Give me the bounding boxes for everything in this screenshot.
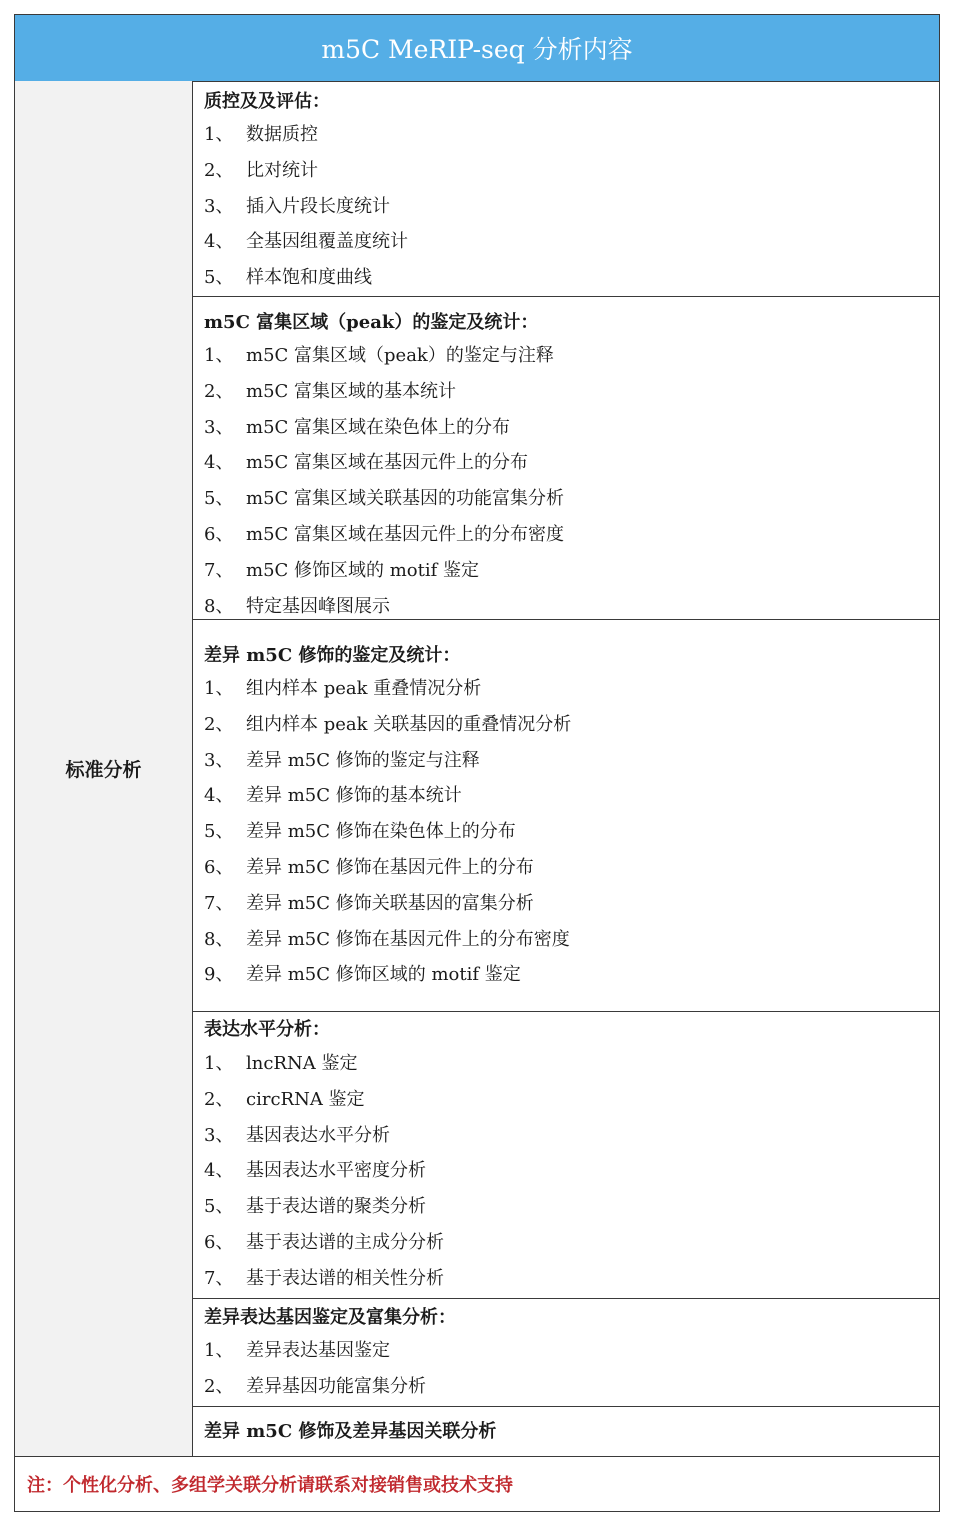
- item-text: 比对统计: [246, 159, 318, 181]
- list-item: [204, 450, 528, 476]
- category-label: 标准分析: [65, 759, 142, 781]
- list-item: [204, 712, 571, 738]
- list-item: [204, 855, 534, 881]
- item-text: m5C 富集区域在基因元件上的分布: [246, 452, 529, 474]
- list-item: [204, 1123, 390, 1149]
- list-item: [204, 486, 564, 512]
- list-item: [204, 229, 408, 255]
- item-number: 6、: [204, 857, 234, 878]
- content-column: [192, 81, 939, 1456]
- item-number: 1、: [204, 345, 234, 366]
- list-item: [204, 158, 318, 184]
- list-item: [204, 891, 534, 917]
- list-item: [204, 415, 510, 441]
- item-text: 组内样本 peak 重叠情况分析: [246, 678, 482, 699]
- list-item: [204, 343, 554, 369]
- list-item: [204, 594, 390, 620]
- item-number: 4、: [204, 785, 234, 807]
- item-text: 组内样本 peak 关联基因的重叠情况分析: [246, 713, 572, 735]
- list-item: [204, 819, 516, 845]
- item-number: 4、: [204, 231, 234, 253]
- item-number: 4、: [204, 1160, 234, 1182]
- item-number: 2、: [204, 1375, 234, 1397]
- item-text: circRNA 鉴定: [246, 1088, 365, 1110]
- item-text: 样本饱和度曲线: [246, 267, 372, 289]
- section-title: 表达水平分析：: [204, 1019, 330, 1040]
- footer-note-text: 注：个性化分析、多组学关联分析请联系对接销售或技术支持: [27, 1475, 513, 1496]
- item-number: 1、: [204, 124, 234, 145]
- item-number: 2、: [204, 159, 234, 181]
- item-text: m5C 富集区域的基本统计: [246, 380, 457, 402]
- list-item: [204, 379, 456, 405]
- section-4: [192, 1012, 939, 1299]
- item-number: 2、: [204, 713, 234, 735]
- item-text: 差异 m5C 修饰区域的 motif 鉴定: [246, 964, 521, 986]
- list-item: [204, 1158, 426, 1184]
- item-text: m5C 富集区域（peak）的鉴定与注释: [246, 345, 554, 366]
- item-number: 3、: [204, 1124, 234, 1146]
- section-5: [192, 1299, 939, 1407]
- item-number: 7、: [204, 559, 234, 581]
- item-number: 5、: [204, 488, 234, 510]
- list-item: [204, 1194, 426, 1220]
- item-number: 4、: [204, 452, 234, 474]
- item-number: 8、: [204, 595, 234, 617]
- list-item: [204, 1338, 390, 1364]
- table-title: m5C MeRIP-seq 分析内容: [321, 35, 633, 64]
- list-item: [204, 122, 318, 148]
- item-number: 5、: [204, 1196, 234, 1218]
- item-text: 差异 m5C 修饰的基本统计: [246, 785, 462, 807]
- list-item: [204, 522, 564, 548]
- list-item: [204, 962, 521, 988]
- section-2: [192, 297, 939, 620]
- item-number: 2、: [204, 1088, 234, 1110]
- item-text: lncRNA 鉴定: [246, 1053, 358, 1074]
- item-text: 差异基因功能富集分析: [246, 1375, 426, 1397]
- footer-note: [15, 1456, 939, 1511]
- list-item: [204, 265, 372, 291]
- section-title: 差异 m5C 修饰及差异基因关联分析: [204, 1421, 497, 1442]
- item-text: 数据质控: [246, 124, 318, 145]
- item-text: 差异 m5C 修饰在基因元件上的分布: [246, 857, 534, 878]
- item-number: 3、: [204, 416, 234, 438]
- list-item: [204, 558, 479, 584]
- list-item: [204, 1230, 444, 1256]
- section-title: m5C 富集区域（peak）的鉴定及统计：: [204, 312, 539, 333]
- list-item: [204, 1374, 426, 1400]
- item-number: 9、: [204, 964, 234, 986]
- item-text: 差异 m5C 修饰在基因元件上的分布密度: [246, 928, 570, 950]
- item-text: 插入片段长度统计: [246, 195, 390, 217]
- item-number: 1、: [204, 1340, 234, 1361]
- section-title: 差异 m5C 修饰的鉴定及统计：: [204, 645, 461, 666]
- item-text: m5C 修饰区域的 motif 鉴定: [246, 559, 480, 581]
- list-item: [204, 748, 480, 774]
- section-title: 差异表达基因鉴定及富集分析：: [204, 1307, 456, 1328]
- item-number: 2、: [204, 380, 234, 402]
- item-text: 基于表达谱的聚类分析: [246, 1196, 426, 1218]
- item-text: 差异表达基因鉴定: [246, 1340, 390, 1361]
- item-text: 差异 m5C 修饰在染色体上的分布: [246, 821, 516, 843]
- item-number: 7、: [204, 892, 234, 914]
- list-item: [204, 927, 570, 953]
- item-number: 5、: [204, 821, 234, 843]
- section-3: [192, 620, 939, 1012]
- item-number: 5、: [204, 267, 234, 289]
- table-header: [15, 15, 939, 82]
- section-1: [192, 81, 939, 297]
- list-item: [204, 1087, 365, 1113]
- item-number: 3、: [204, 749, 234, 771]
- item-number: 1、: [204, 678, 234, 699]
- list-item: [204, 783, 462, 809]
- item-text: 基于表达谱的主成分分析: [246, 1232, 444, 1253]
- list-item: [204, 676, 481, 702]
- section-title: 质控及及评估：: [204, 91, 330, 112]
- list-item: [204, 194, 390, 220]
- item-text: m5C 富集区域在基因元件上的分布密度: [246, 524, 565, 545]
- item-number: 3、: [204, 195, 234, 217]
- item-text: 基因表达水平密度分析: [246, 1160, 426, 1182]
- list-item: [204, 1051, 357, 1077]
- item-text: 基因表达水平分析: [246, 1124, 390, 1146]
- item-number: 7、: [204, 1267, 234, 1289]
- item-number: 6、: [204, 1232, 234, 1253]
- analysis-table: [14, 14, 940, 1512]
- category-cell: [15, 81, 193, 1456]
- item-text: m5C 富集区域在染色体上的分布: [246, 416, 511, 438]
- item-number: 6、: [204, 524, 234, 545]
- list-item: [204, 1266, 444, 1292]
- section-6: [192, 1407, 939, 1456]
- item-text: 全基因组覆盖度统计: [246, 231, 408, 253]
- item-number: 1、: [204, 1053, 234, 1074]
- item-text: m5C 富集区域关联基因的功能富集分析: [246, 488, 565, 510]
- item-text: 基于表达谱的相关性分析: [246, 1267, 444, 1289]
- item-text: 差异 m5C 修饰关联基因的富集分析: [246, 892, 534, 914]
- item-text: 差异 m5C 修饰的鉴定与注释: [246, 749, 480, 771]
- item-number: 8、: [204, 928, 234, 950]
- item-text: 特定基因峰图展示: [246, 595, 390, 617]
